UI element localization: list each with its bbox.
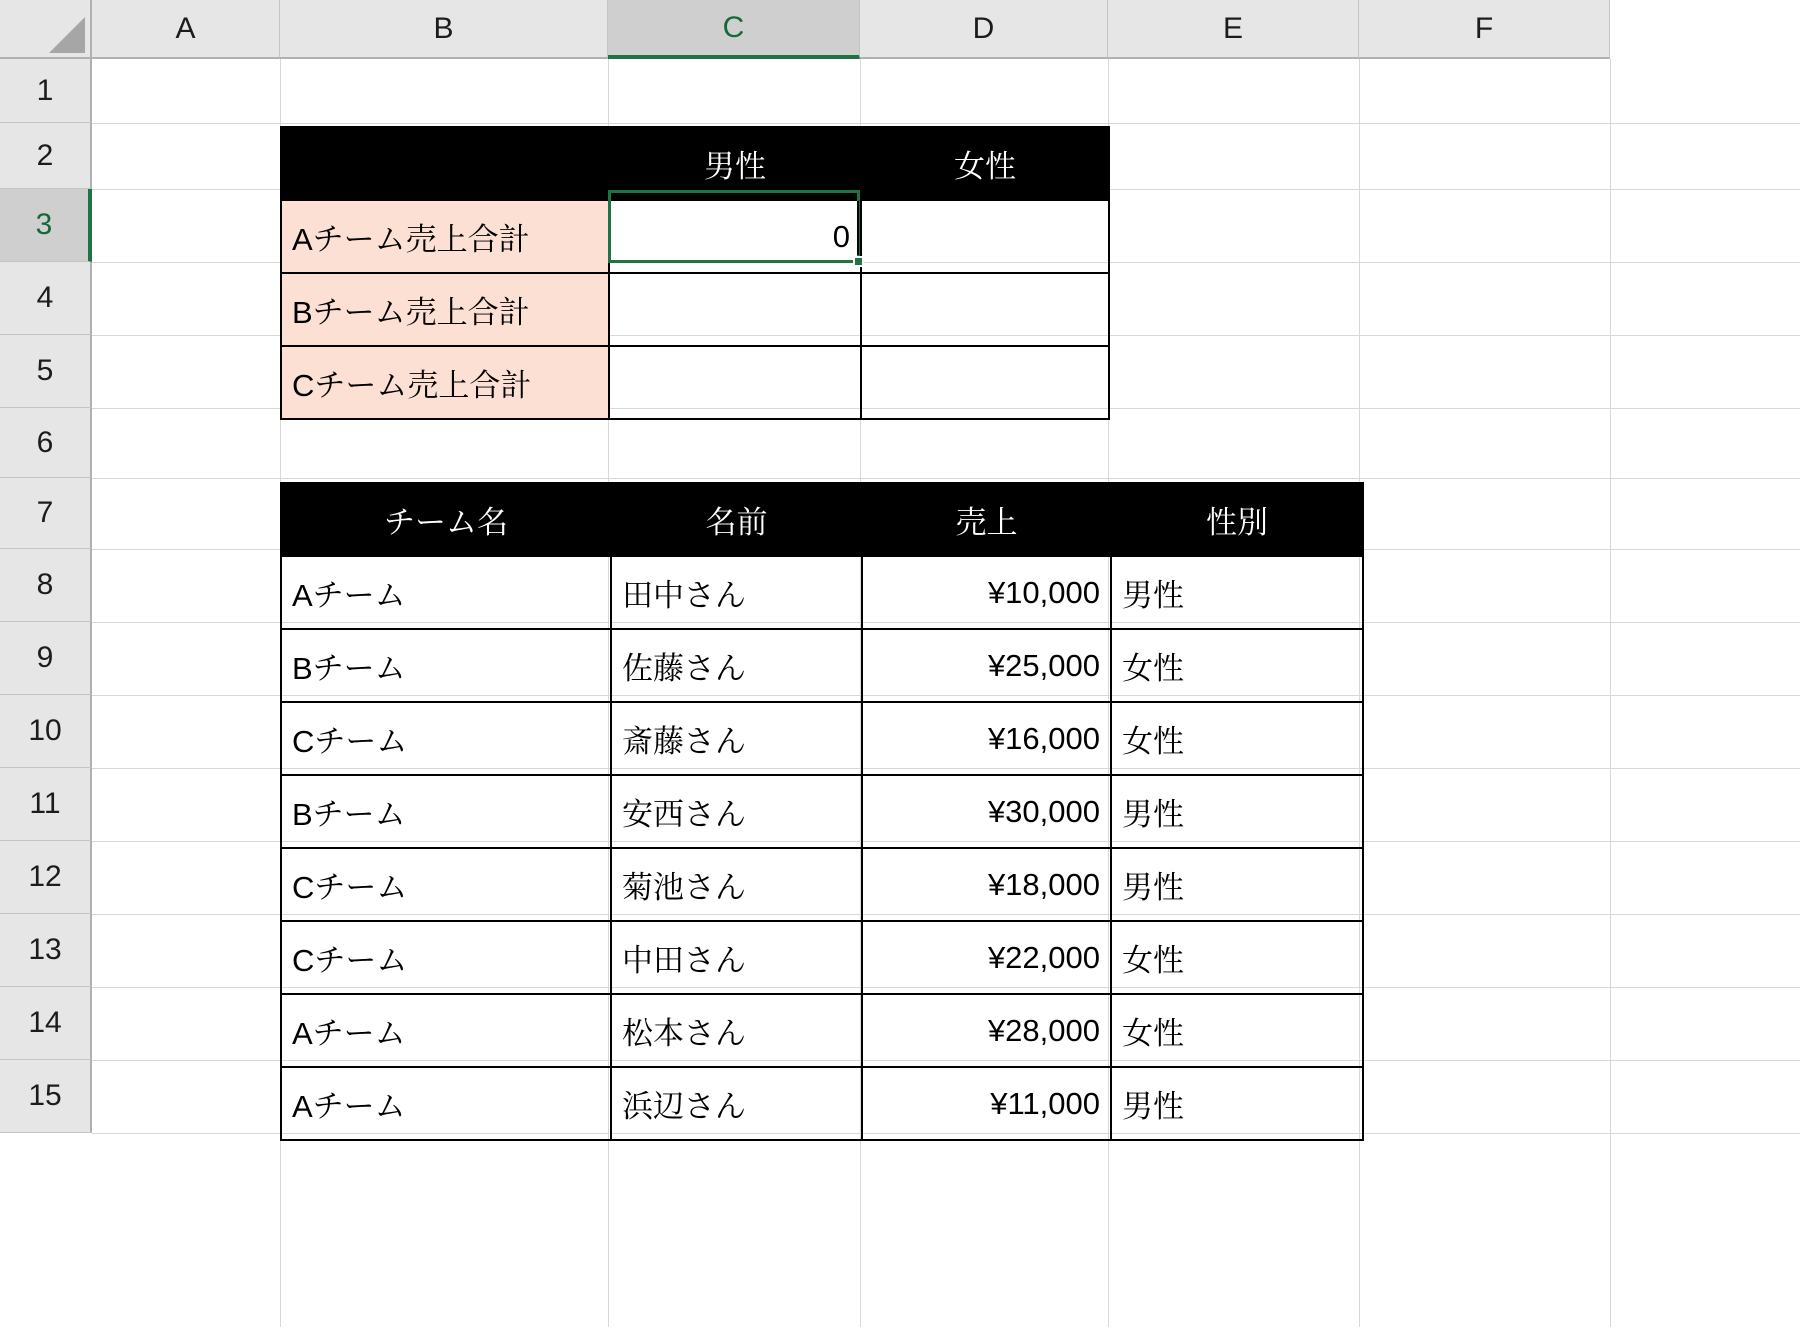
table-row <box>281 1067 1363 1140</box>
table-row <box>281 921 1363 994</box>
detail-cell-name[interactable]: 田中さん <box>611 556 862 629</box>
detail-cell-gender[interactable]: 男性 <box>1111 556 1363 629</box>
table-row <box>281 200 1109 273</box>
row-header-6[interactable]: 6 <box>0 408 92 478</box>
summary-cell-male[interactable] <box>609 273 861 346</box>
column-header-c[interactable]: C <box>608 0 860 59</box>
row-header-2[interactable]: 2 <box>0 123 92 189</box>
row-header-10[interactable]: 10 <box>0 695 92 768</box>
table-row <box>281 848 1363 921</box>
detail-header-name: 名前 <box>611 483 862 556</box>
summary-cell-male[interactable]: 0 <box>609 200 861 273</box>
detail-cell-team[interactable]: Aチーム <box>281 1067 611 1140</box>
row-header-5[interactable]: 5 <box>0 335 92 408</box>
detail-table <box>280 482 1364 1141</box>
detail-cell-sales[interactable]: ¥30,000 <box>862 775 1111 848</box>
detail-cell-sales[interactable]: ¥25,000 <box>862 629 1111 702</box>
select-all-triangle-icon <box>49 17 85 53</box>
summary-row-label: Aチーム売上合計 <box>281 200 609 273</box>
detail-cell-name[interactable]: 安西さん <box>611 775 862 848</box>
row-header-3[interactable]: 3 <box>0 189 92 262</box>
detail-header-sales: 売上 <box>862 483 1111 556</box>
table-row <box>281 775 1363 848</box>
summary-cell-male[interactable] <box>609 346 861 419</box>
gridline-horizontal <box>92 123 1800 124</box>
summary-header-female: 女性 <box>861 127 1109 200</box>
detail-cell-sales[interactable]: ¥10,000 <box>862 556 1111 629</box>
detail-cell-sales[interactable]: ¥22,000 <box>862 921 1111 994</box>
row-header-9[interactable]: 9 <box>0 622 92 695</box>
detail-cell-team[interactable]: Bチーム <box>281 629 611 702</box>
table-row <box>281 994 1363 1067</box>
detail-cell-name[interactable]: 浜辺さん <box>611 1067 862 1140</box>
detail-cell-gender[interactable]: 女性 <box>1111 702 1363 775</box>
summary-cell-female[interactable] <box>861 273 1109 346</box>
summary-header-blank <box>281 127 609 200</box>
detail-header-row <box>281 483 1363 556</box>
detail-cell-name[interactable]: 佐藤さん <box>611 629 862 702</box>
detail-cell-sales[interactable]: ¥28,000 <box>862 994 1111 1067</box>
summary-header-male: 男性 <box>609 127 861 200</box>
detail-cell-name[interactable]: 松本さん <box>611 994 862 1067</box>
detail-cell-name[interactable]: 中田さん <box>611 921 862 994</box>
row-header-12[interactable]: 12 <box>0 841 92 914</box>
table-row <box>281 273 1109 346</box>
detail-cell-sales[interactable]: ¥18,000 <box>862 848 1111 921</box>
column-header-f[interactable]: F <box>1359 0 1610 59</box>
detail-cell-team[interactable]: Cチーム <box>281 921 611 994</box>
row-header-11[interactable]: 11 <box>0 768 92 841</box>
table-row <box>281 346 1109 419</box>
row-header-1[interactable]: 1 <box>0 59 92 123</box>
detail-cell-team[interactable]: Aチーム <box>281 556 611 629</box>
detail-cell-sales[interactable]: ¥11,000 <box>862 1067 1111 1140</box>
summary-table <box>280 126 1110 420</box>
row-header-14[interactable]: 14 <box>0 987 92 1060</box>
gridline-horizontal <box>92 478 1800 479</box>
detail-cell-gender[interactable]: 男性 <box>1111 1067 1363 1140</box>
summary-cell-female[interactable] <box>861 346 1109 419</box>
detail-cell-name[interactable]: 斎藤さん <box>611 702 862 775</box>
summary-row-label: Cチーム売上合計 <box>281 346 609 419</box>
gridline-vertical <box>1610 59 1611 1327</box>
detail-header-team: チーム名 <box>281 483 611 556</box>
detail-cell-gender[interactable]: 男性 <box>1111 775 1363 848</box>
detail-cell-gender[interactable]: 女性 <box>1111 994 1363 1067</box>
column-header-d[interactable]: D <box>860 0 1108 59</box>
summary-cell-female[interactable] <box>861 200 1109 273</box>
row-header-15[interactable]: 15 <box>0 1060 92 1133</box>
detail-cell-team[interactable]: Bチーム <box>281 775 611 848</box>
row-header-7[interactable]: 7 <box>0 478 92 549</box>
table-row <box>281 556 1363 629</box>
summary-header-row <box>281 127 1109 200</box>
table-row <box>281 629 1363 702</box>
detail-header-gender: 性別 <box>1111 483 1363 556</box>
detail-cell-gender[interactable]: 女性 <box>1111 629 1363 702</box>
detail-cell-team[interactable]: Aチーム <box>281 994 611 1067</box>
column-header-e[interactable]: E <box>1108 0 1359 59</box>
detail-cell-sales[interactable]: ¥16,000 <box>862 702 1111 775</box>
detail-cell-team[interactable]: Cチーム <box>281 702 611 775</box>
table-row <box>281 702 1363 775</box>
summary-row-label: Bチーム売上合計 <box>281 273 609 346</box>
column-header-b[interactable]: B <box>280 0 608 59</box>
row-header-13[interactable]: 13 <box>0 914 92 987</box>
select-all-corner[interactable] <box>0 0 92 59</box>
detail-cell-gender[interactable]: 男性 <box>1111 848 1363 921</box>
detail-cell-team[interactable]: Cチーム <box>281 848 611 921</box>
detail-cell-name[interactable]: 菊池さん <box>611 848 862 921</box>
row-header-8[interactable]: 8 <box>0 549 92 622</box>
row-header-4[interactable]: 4 <box>0 262 92 335</box>
column-header-a[interactable]: A <box>92 0 280 59</box>
detail-cell-gender[interactable]: 女性 <box>1111 921 1363 994</box>
